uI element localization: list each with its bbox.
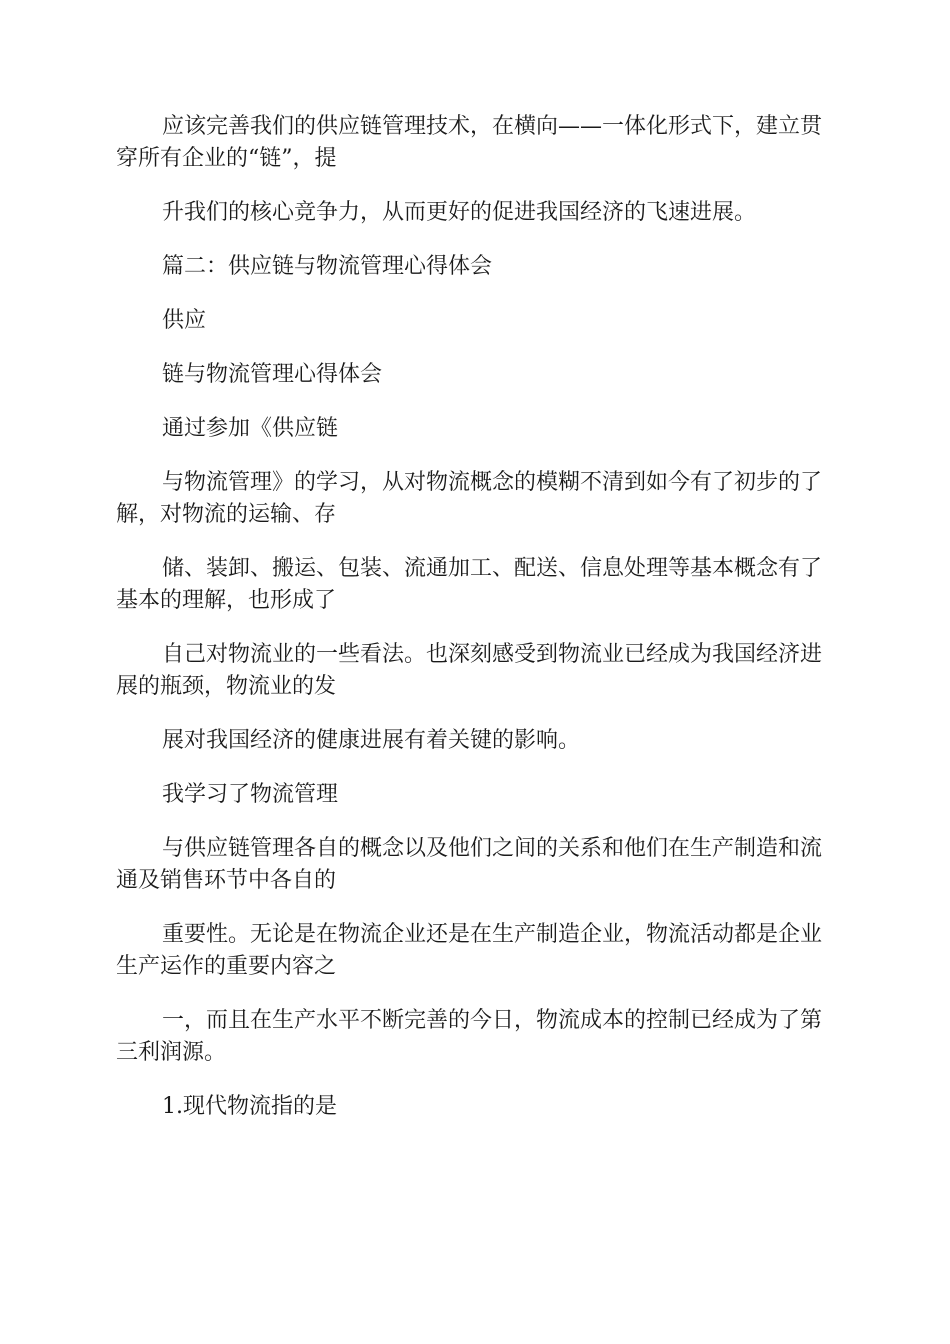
paragraph-7: 与物流管理》的学习，从对物流概念的模糊不清到如今有了初步的了解，对物流的运输、存	[116, 470, 823, 527]
section-heading: 篇二：供应链与物流管理心得体会	[162, 254, 493, 279]
numbered-item: 1.现代物流指的是	[162, 1094, 337, 1119]
paragraph-14: 一，而且在生产水平不断完善的今日，物流成本的控制已经成为了第三利润源。	[116, 1008, 823, 1065]
paragraph-11: 我学习了物流管理	[162, 782, 339, 807]
paragraph-12: 与供应链管理各自的概念以及他们之间的关系和他们在生产制造和流通及销售环节中各自的	[116, 836, 823, 893]
paragraph-6: 通过参加《供应链	[162, 416, 339, 441]
paragraph-1: 应该完善我们的供应链管理技术，在横向——一体化形式下，建立贯穿所有企业的“链”，提	[116, 114, 823, 171]
paragraph-9: 自己对物流业的一些看法。也深刻感受到物流业已经成为我国经济进展的瓶颈，物流业的发	[116, 642, 823, 699]
paragraph-2: 升我们的核心竞争力，从而更好的促进我国经济的飞速进展。	[162, 200, 757, 225]
document-body	[116, 111, 838, 1145]
paragraph-8: 储、装卸、搬运、包装、流通加工、配送、信息处理等基本概念有了基本的理解，也形成了	[116, 556, 823, 613]
paragraph-13: 重要性。无论是在物流企业还是在生产制造企业，物流活动都是企业生产运作的重要内容之	[116, 922, 823, 979]
paragraph-10: 展对我国经济的健康进展有着关键的影响。	[162, 728, 581, 753]
paragraph-5: 链与物流管理心得体会	[162, 362, 383, 387]
paragraph-4: 供应	[162, 308, 207, 333]
